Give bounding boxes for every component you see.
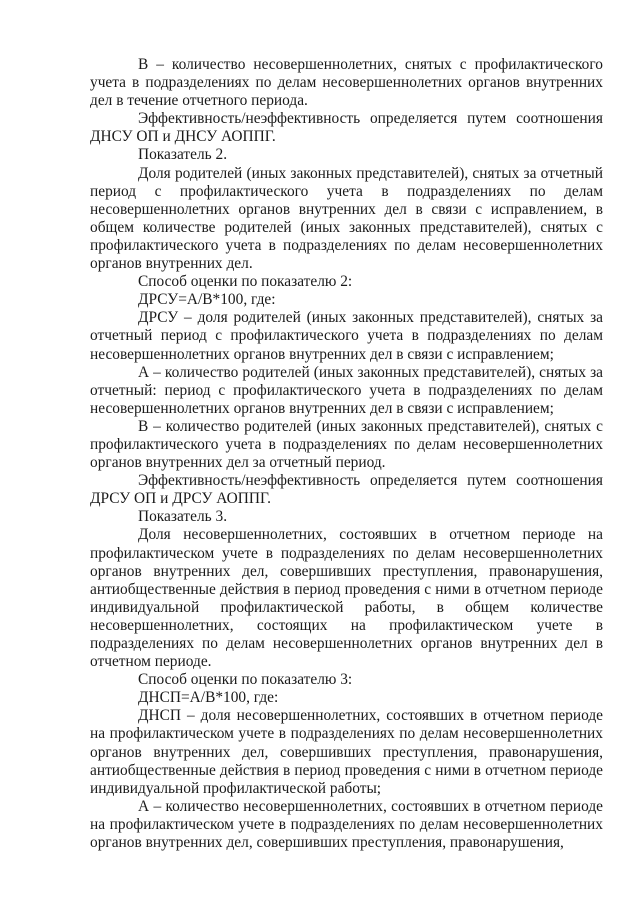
formula-drsu: ДРСУ=А/В*100, где: (138, 291, 276, 309)
paragraph-b-definition-2: В – количество родителей (иных законных представителей), снятых с профилактического учета в подразделениях по делам несовершеннолетних органов внутренних дел за отчетный период. (90, 417, 603, 472)
paragraph-effectiveness-1: Эффективность/неэффективность определяется путем соотношения ДНСУ ОП и ДНСУ АОППГ. (90, 110, 603, 146)
paragraph-effectiveness-2: Эффективность/неэффективность определяется путем соотношения ДРСУ ОП и ДРСУ АОППГ. (90, 472, 603, 508)
heading-method-2: Способ оценки по показателю 2: (138, 273, 353, 291)
heading-indicator-3: Показатель 3. (138, 508, 228, 526)
paragraph-dnsp-definition: ДНСП – доля несовершеннолетних, состоявших в отчетном периоде на профилактическом учете в подразделениях по делам несовершеннолетних органов внутренних дел, совершивших преступления, правонарушения, антиобщественные действия в период проведения с ними в отчетном периоде индивидуальной профилактической работы; (90, 707, 603, 797)
paragraph-drsu-definition: ДРСУ – доля родителей (иных законных представителей), снятых за отчетный период с профилактического учета в подразделениях по делам несовершеннолетних органов внутренних дел в связи с исправлением; (90, 309, 603, 363)
heading-indicator-2: Показатель 2. (138, 146, 228, 164)
formula-dnsp: ДНСП=А/В*100, где: (138, 689, 279, 707)
paragraph-indicator-3-description: Доля несовершеннолетних, состоявших в отчетном периоде на профилактическом учете в подразделениях по делам несовершеннолетних органов внутренних дел, совершивших преступления, правонарушения, антиобщественные действия в период проведения с ними в отчетном периоде индивидуальной профилактической работы, в общем количестве несовершеннолетних, состоящих на профилактическом учете в подразделениях по делам несовершеннолетних органов внутренних дел в отчетном периоде. (90, 526, 603, 671)
paragraph-b-definition: В – количество несовершеннолетних, снятых с профилактического учета в подразделениях по делам несовершеннолетних органов внутренних дел в течение отчетного периода. (90, 56, 603, 110)
paragraph-a-definition-2: А – количество родителей (иных законных представителей), снятых за отчетный: период с профилактического учета в подразделениях по делам несовершеннолетних органов внутренних дел в связи с исправлением; (90, 363, 603, 417)
paragraph-a-definition-3: А – количество несовершеннолетних, состоявших в отчетном периоде на профилактическом учете в подразделениях по делам несовершеннолетних органов внутренних дел, совершивших преступления, правонарушения, (90, 797, 603, 852)
paragraph-indicator-2-description: Доля родителей (иных законных представителей), снятых за отчетный период с профилактического учета в подразделениях по делам несовершеннолетних органов внутренних дел в связи с исправлением, в общем количестве родителей (иных законных представителей), снятых с профилактического учета в подразделениях по делам несовершеннолетних органов внутренних дел. (90, 164, 603, 273)
heading-method-3: Способ оценки по показателю 3: (138, 671, 353, 689)
document-page (90, 56, 603, 852)
